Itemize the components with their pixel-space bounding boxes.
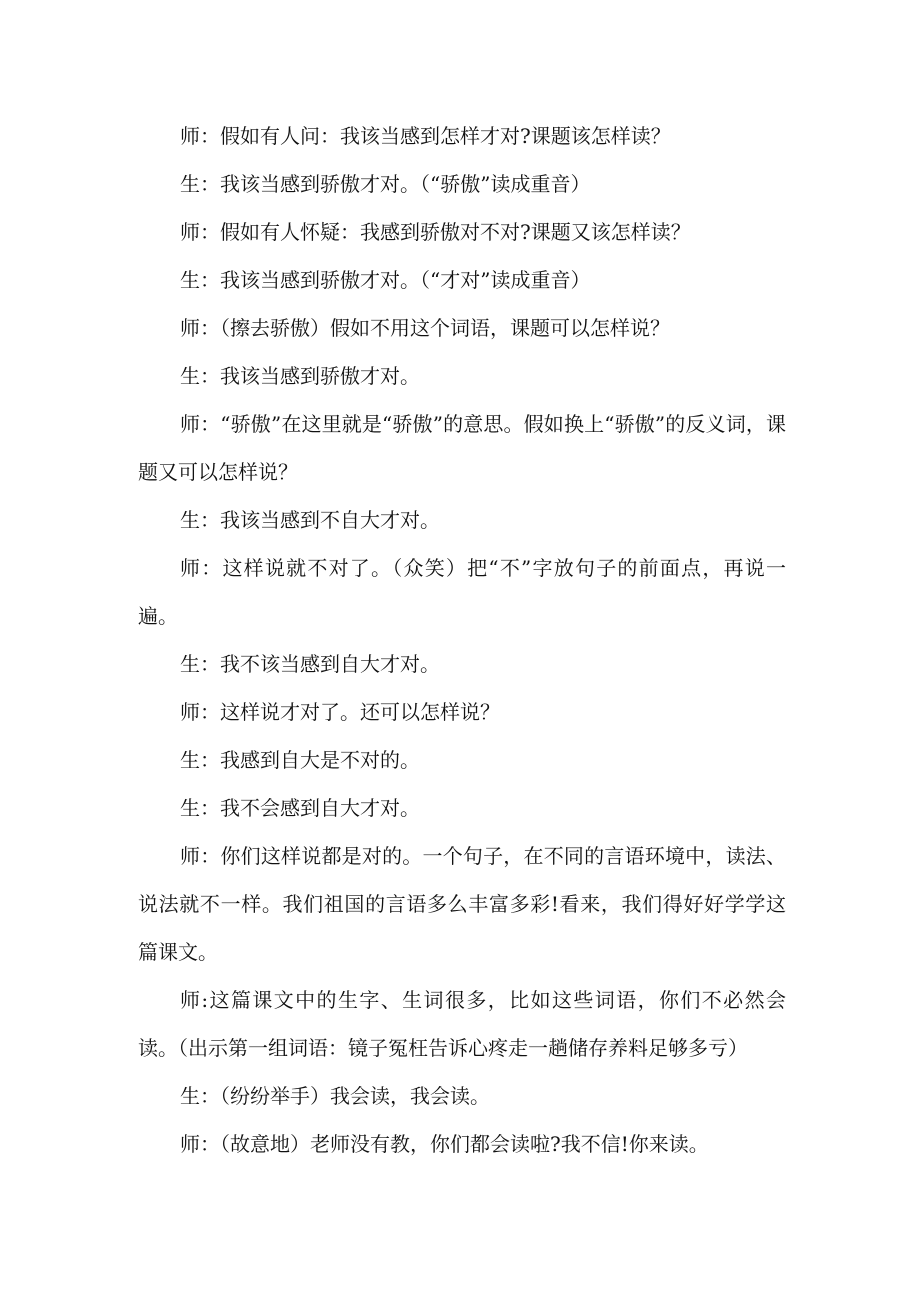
paragraph: 师：（故意地）老师没有教，你们都会读啦?我不信!你来读。 <box>180 1132 709 1156</box>
paragraph: 生：我该当感到不自大才对。 <box>180 508 440 532</box>
paragraph: 生：我不会感到自大才对。 <box>180 796 420 820</box>
paragraph: 师:这篇课文中的生字、生词很多，比如这些词语，你们不必然会读。（出示第一组词语：镜子冤枉告诉心疼走一趟储存养料足够多亏） <box>138 988 786 1060</box>
paragraph: 师：（擦去骄傲）假如不用这个词语，课题可以怎样说？ <box>180 316 670 340</box>
paragraph: 生：我不该当感到自大才对。 <box>180 652 440 676</box>
paragraph: 师：你们这样说都是对的。一个句子，在不同的言语环境中，读法、说法就不一样。我们祖国的言语多么丰富多彩!看来，我们得好好学学这篇课文。 <box>138 844 786 964</box>
paragraph: 生：我该当感到骄傲才对。（“才对”读成重音） <box>180 268 591 292</box>
paragraph: 生：我该当感到骄傲才对。（“骄傲”读成重音） <box>180 172 591 196</box>
paragraph: 师：这样说就不对了。（众笑）把“不”字放句子的前面点，再说一遍。 <box>138 556 786 628</box>
paragraph: 生：我感到自大是不对的。 <box>180 748 420 772</box>
paragraph: 师：假如有人问：我该当感到怎样才对?课题该怎样读？ <box>180 124 671 148</box>
document-body <box>138 112 786 1168</box>
paragraph: 师：假如有人怀疑：我感到骄傲对不对?课题又该怎样读？ <box>180 220 691 244</box>
paragraph: 师：“骄傲”在这里就是“骄傲”的意思。假如换上“骄傲”的反义词，课题又可以怎样说？ <box>138 412 786 484</box>
paragraph: 生：（纷纷举手）我会读，我会读。 <box>180 1084 490 1108</box>
paragraph: 师：这样说才对了。还可以怎样说？ <box>180 700 500 724</box>
paragraph: 生：我该当感到骄傲才对。 <box>180 364 420 388</box>
